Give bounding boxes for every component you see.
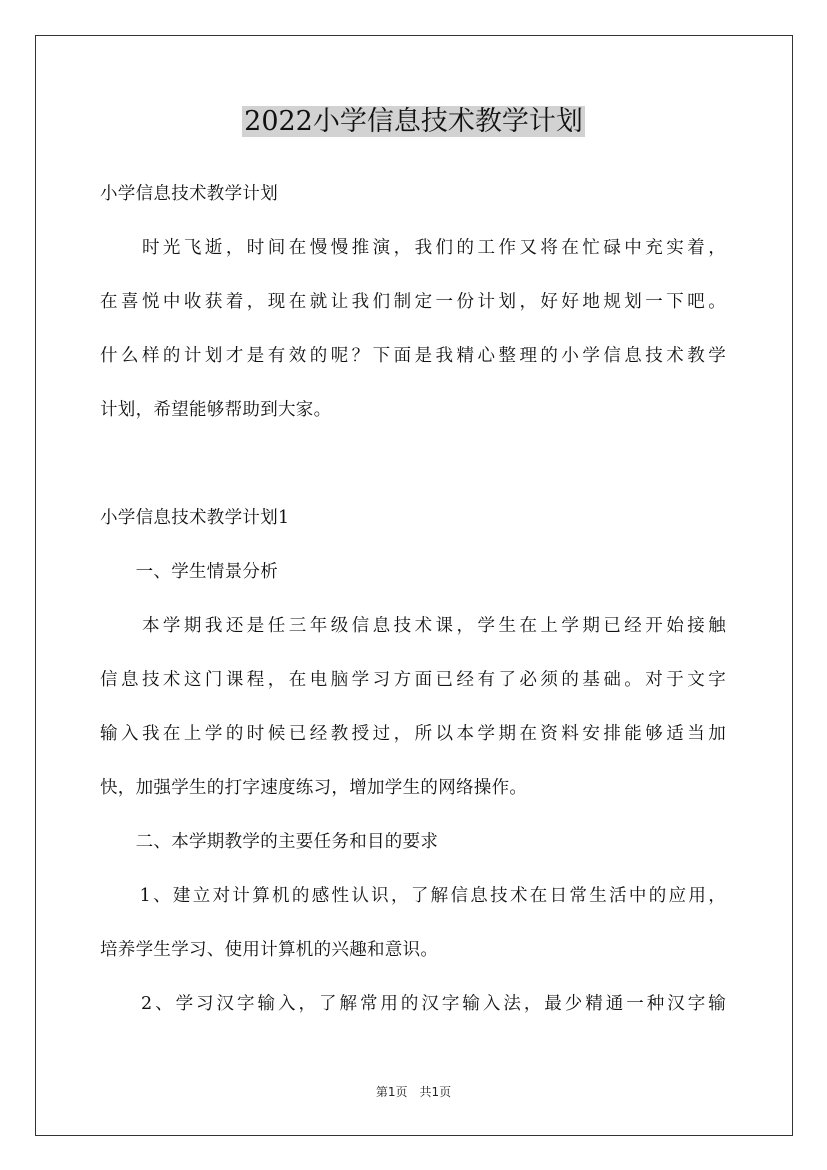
part-1-line-3: 输入我在上学的时候已经教授过，所以本学期在资料安排能够适当加	[100, 724, 726, 744]
part-1-line-4: 快，加强学生的打字速度练习，增加学生的网络操作。	[100, 778, 528, 798]
document-subtitle: 小学信息技术教学计划	[100, 184, 278, 204]
section-1-title: 小学信息技术教学计划1	[100, 508, 290, 528]
part-2-heading: 二、本学期教学的主要任务和目的要求	[100, 832, 439, 852]
intro-line-4: 计划，希望能够帮助到大家。	[100, 400, 332, 420]
page-number-footer: 第1页 共1页	[375, 1085, 452, 1099]
part-1-heading: 一、学生情景分析	[100, 562, 278, 582]
item-1-line-1: 1、建立对计算机的感性认识，了解信息技术在日常生活中的应用，	[100, 886, 726, 906]
item-1-line-2: 培养学生学习、使用计算机的兴趣和意识。	[100, 940, 439, 960]
part-1-line-2: 信息技术这门课程，在电脑学习方面已经有了必须的基础。对于文字	[100, 670, 726, 690]
intro-line-1: 时光飞逝，时间在慢慢推演，我们的工作又将在忙碌中充实着，	[100, 238, 726, 258]
part-1-line-1: 本学期我还是任三年级信息技术课，学生在上学期已经开始接触	[100, 616, 726, 636]
intro-line-3: 什么样的计划才是有效的呢？下面是我精心整理的小学信息技术教学	[100, 346, 726, 366]
document-title-text: 2022小学信息技术教学计划	[244, 106, 583, 137]
document-title	[0, 100, 827, 144]
item-2-line-1: 2、学习汉字输入，了解常用的汉字输入法，最少精通一种汉字输	[100, 994, 726, 1014]
intro-line-2: 在喜悦中收获着，现在就让我们制定一份计划，好好地规划一下吧。	[100, 292, 726, 312]
